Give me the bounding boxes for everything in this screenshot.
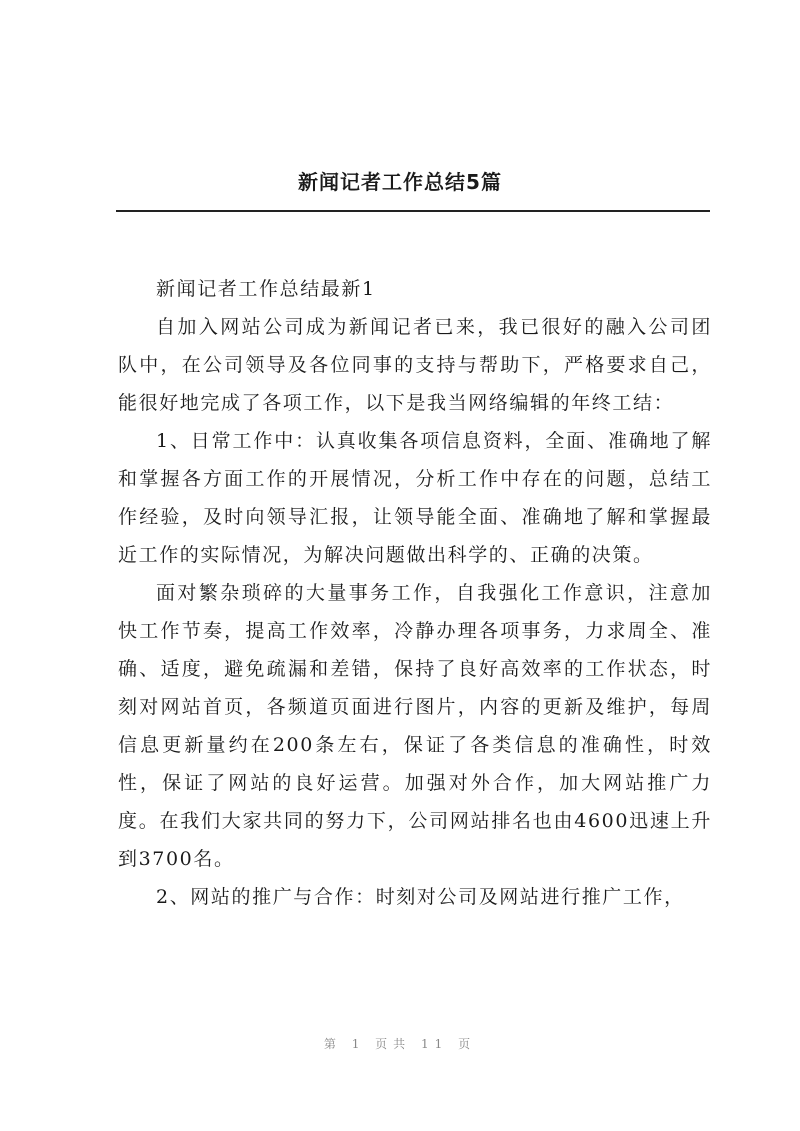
- body-paragraph: 2、网站的推广与合作：时刻对公司及网站进行推广工作，: [156, 886, 685, 908]
- page-number-footer: 第 1 页共 11 页: [323, 1037, 477, 1051]
- section-heading: 新闻记者工作总结最新1: [156, 278, 376, 300]
- body-paragraph: 面对繁杂琐碎的大量事务工作，自我强化工作意识，注意加快工作节奏，提高工作效率，冷静办理各项事务，力求周全、准确、适度，避免疏漏和差错，保持了良好高效率的工作状态，时刻对网站首页，各频道页面进行图片，内容的更新及维护，每周信息更新量约在200条左右，保证了各类信息的准确性，时效性，保证了网站的良好运营。加强对外合作，加大网站推广力度。在我们大家共同的努力下，公司网站排名也由4600迅速上升到3700名。: [118, 582, 712, 870]
- body-paragraph: 自加入网站公司成为新闻记者已来，我已很好的融入公司团队中，在公司领导及各位同事的支持与帮助下，严格要求自己，能很好地完成了各项工作，以下是我当网络编辑的年终工结：: [118, 316, 712, 414]
- document-body: [118, 270, 712, 916]
- document-title: 新闻记者工作总结5篇: [298, 170, 502, 194]
- body-paragraph: 1、日常工作中：认真收集各项信息资料，全面、准确地了解和掌握各方面工作的开展情况，分析工作中存在的问题，总结工作经验，及时向领导汇报，让领导能全面、准确地了解和掌握最近工作的实际情况，为解决问题做出科学的、正确的决策。: [118, 430, 712, 566]
- title-divider: [116, 210, 710, 212]
